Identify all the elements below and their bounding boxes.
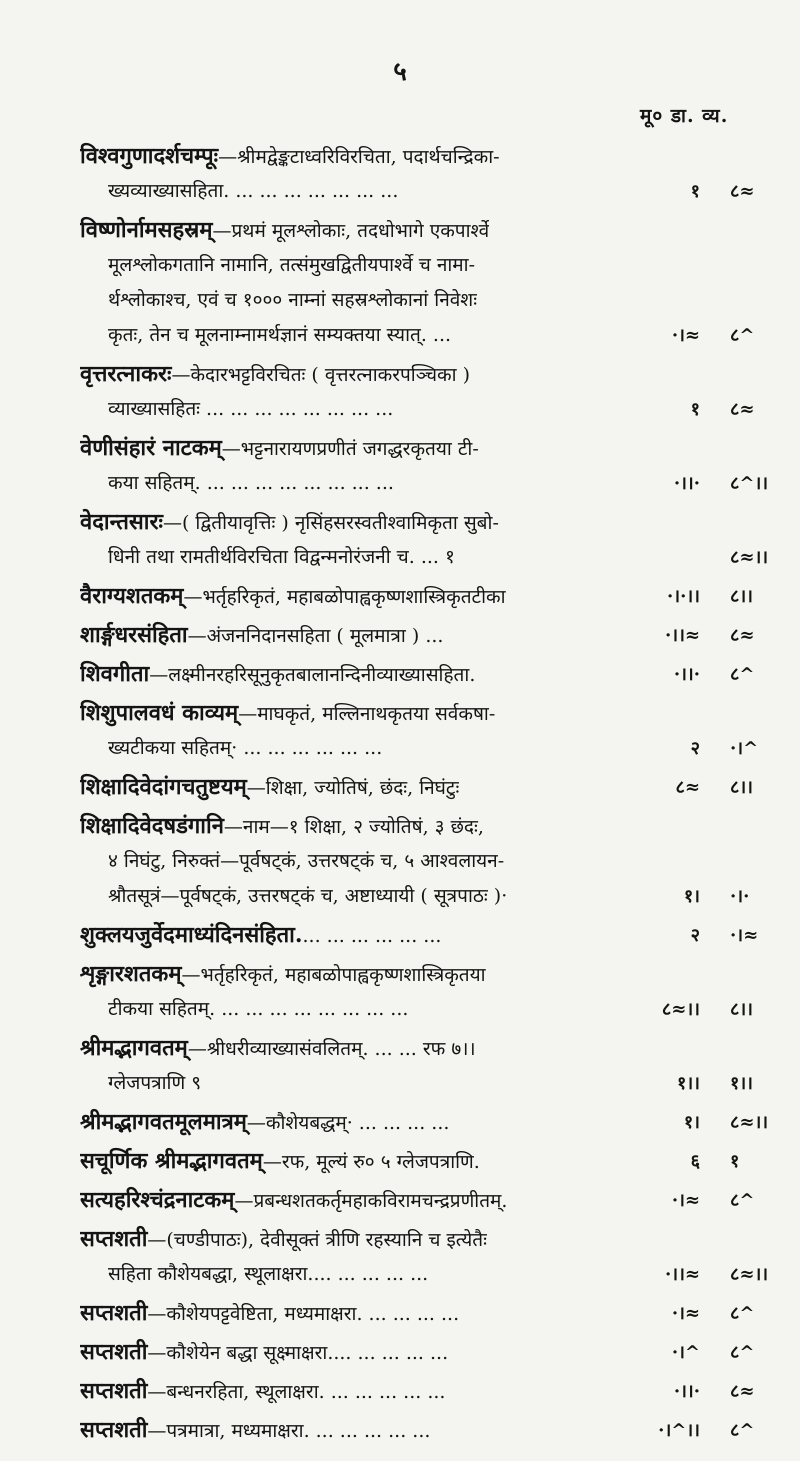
entry-line [80,175,780,208]
price-columns [640,732,780,765]
price-value: २ [690,738,700,759]
entry-description: —भर्तृहरिकृतं, महाबळोपाह्वकृष्णशास्त्रिकृतया [181,964,486,986]
entry-description: —( द्वितीयावृत्तिः ) नृसिंहसरस्वतीश्वामिकृता सुबो- [162,512,499,534]
entry-line [80,880,780,913]
entry-description: —श्रीमद्वेङ्कटाध्वरिविरचिता, पदार्थचन्द्रिका- [218,146,500,168]
price-value: १। [683,886,700,907]
postage-value: ८।। [730,777,754,798]
entry-title: वेदान्तसारः [80,509,163,535]
catalog-entry [80,1184,780,1217]
price-value: ·।^ [671,1342,700,1363]
catalog-entry [80,619,780,652]
entry-line [80,214,780,247]
price-columns [640,393,780,426]
postage-value: ८^ [730,1342,755,1363]
entry-line [80,319,780,352]
catalog-entry [80,140,780,208]
price-value: १ [690,181,700,202]
price-value: ·।≈ [671,325,700,346]
price-columns [640,1067,780,1100]
entry-description: —प्रथमं मूलश्लोकाः, तदधोभागे एकपार्श्वे [212,220,490,242]
entry-description: —अंजननिदानसहिता ( मूलमात्रा ) ... [187,625,444,647]
entry-description: व्याख्यासहितः ... ... ... ... ... ... ... ... [108,398,394,420]
price-value: ·।·।। [667,586,700,607]
entry-description: —केदारभट्टविरचितः ( वृत्तरत्नाकरपञ्चिका ) [171,364,470,386]
entry-title: सप्तशती [80,1378,148,1404]
catalog-entry [80,1375,780,1408]
entry-line [80,810,780,843]
entry-description: मूलश्लोकगतानि नामानि, तत्संमुखद्वितीयपार्श्वे च नामा- [108,254,476,276]
catalog-entry [80,358,780,426]
entry-line [80,358,780,391]
catalog-entry [80,810,780,913]
catalog-entry [80,432,780,500]
entry-description: —नाम—१ शिक्षा, २ ज्योतिषं, ३ छंदः, [223,816,484,838]
price-value: ·।^।। [658,1420,700,1441]
postage-value: ८≈ [730,625,755,646]
catalog-entry [80,919,780,952]
catalog-entry [80,1106,780,1139]
postage-value: ८^।। [730,473,769,494]
entry-description: —लक्ष्मीनरहरिसूनुकृतबालानन्दिनीव्याख्यासहिता. [149,664,476,686]
postage-value: ८^ [730,1190,755,1211]
entry-description: —कौशेयबद्धम्· ... ... ... ... [246,1112,450,1134]
price-value: ६ [690,1151,700,1172]
entry-description: —भट्टनारायणप्रणीतं जगद्धरकृतया टी- [221,438,479,460]
entry-description: —भर्तृहरिकृतं, महाबळोपाह्वकृष्णशास्त्रिकृतटीका [183,586,506,608]
entry-line [80,1258,780,1291]
price-columns [640,1184,780,1217]
entry-line [80,619,780,652]
entry-description: ४ निघंटु, निरुक्तं—पूर्वषट्कं, उत्तरषट्कं च, ५ आश्वलायन- [108,850,505,872]
entry-description: —कौशेयपट्टवेष्टिता, मध्यमाक्षरा. ... ... ... ... [147,1303,460,1325]
price-columns [640,993,780,1026]
price-value: ८≈।। [661,999,700,1020]
entry-line [80,1336,780,1369]
entry-title: शिक्षादिवेदषडंगानि [80,813,224,839]
entry-line [80,249,780,282]
postage-value: ८^ [730,1420,755,1441]
catalog-entry [80,1223,780,1291]
column-header: मू० डा. व्य. [640,105,729,127]
entry-title: विश्वगुणादर्शचम्पूः [80,143,219,169]
entry-description: —शिक्षा, ज्योतिषं, छंदः, निघंटुः [246,777,460,799]
postage-value: ८।। [730,586,754,607]
postage-value: ८^ [730,1303,755,1324]
price-value: १ [690,399,700,420]
entry-line [80,580,780,613]
entry-line [80,958,780,991]
entry-line [80,771,780,804]
price-value: ·।।≈ [665,625,700,646]
price-columns [640,1375,780,1408]
price-columns [640,175,780,208]
catalog-entry [80,214,780,352]
entry-description: धिनी तथा रामतीर्थविरचिता विद्वन्मनोरंजनी च. ... १ [108,546,455,568]
entry-description: श्रौतसूत्रं—पूर्वषट्कं, उत्तरषट्कं च, अष्टाध्यायी ( सूत्रपाठः )· [108,885,508,907]
postage-value: ८≈ [730,181,755,202]
catalog-entry [80,1414,780,1447]
catalog-entry [80,771,780,804]
entry-description: ख्यव्याख्यासहिता. ... ... ... ... ... ... ... [108,180,399,202]
entry-title: शुक्लयजुर्वेदमाध्यंदिनसंहिता. [80,922,303,948]
entry-title: सप्तशती [80,1339,148,1365]
entry-line [80,467,780,500]
price-value: ·।≈ [671,1303,700,1324]
entry-description: टीकया सहितम्. ... ... ... ... ... ... ... ... [108,998,409,1020]
catalog-entry [80,1336,780,1369]
postage-value: ८≈।। [730,547,769,568]
entry-title: शार्ङ्गधरसंहिता [80,622,188,648]
entry-description: —पत्रमात्रा, मध्यमाक्षरा. ... ... ... ... ... [147,1420,431,1442]
entry-title: शृङ्गारशतकम् [80,961,182,987]
price-value: ·।।· [673,1381,700,1402]
entry-description: —बन्धनरहिता, स्थूलाक्षरा. ... ... ... ... ... [147,1381,446,1403]
entry-description: —रफ, मूल्यं रु० ५ ग्लेजपत्राणि. [262,1151,480,1173]
entry-line [80,1145,780,1178]
price-columns [640,658,780,691]
catalog-entry [80,697,780,765]
entry-line [80,506,780,539]
entry-line [80,732,780,765]
postage-value: ८≈।। [730,1264,769,1285]
price-value: २ [690,925,700,946]
entry-description: ख्यटीकया सहितम्· ... ... ... ... ... ... [108,737,383,759]
price-value: ·।।≈ [665,1264,700,1285]
price-columns [640,919,780,952]
price-value: १।। [676,1073,700,1094]
catalog-entry [80,1145,780,1178]
entry-line [80,697,780,730]
entry-description: —(चण्डीपाठः), देवीसूक्तं त्रीणि रहस्यानि च इत्येतैः [147,1229,487,1251]
entry-description: कया सहितम्. ... ... ... ... ... ... ... ... [108,472,394,494]
entry-description: र्थश्लोकाश्च, एवं च १००० नाम्नां सहस्रश्लोकानां निवेशः [108,289,478,311]
postage-value: ८≈ [730,1381,755,1402]
price-columns [640,1297,780,1330]
entry-line [80,1106,780,1139]
price-columns [640,771,780,804]
entry-title: सप्तशती [80,1226,148,1252]
price-columns [640,880,780,913]
catalog-entry [80,1297,780,1330]
price-columns [640,1145,780,1178]
entry-line [80,1223,780,1256]
postage-value: ८।। [730,999,754,1020]
entry-title: शिशुपालवधं काव्यम् [80,700,239,726]
catalog-entry [80,580,780,613]
entry-line [80,845,780,878]
postage-value: ८^ [730,325,755,346]
entry-title: शिक्षादिवेदांगचतुष्टयम् [80,774,247,800]
entry-line [80,1375,780,1408]
entry-line [80,393,780,426]
price-columns [640,619,780,652]
price-columns [640,1336,780,1369]
price-columns [640,1414,780,1447]
postage-value: १।। [730,1073,754,1094]
entry-description: —श्रीधरीव्याख्यासंवलितम्. ... ... रफ ७।। [187,1038,476,1060]
catalog-entry [80,506,780,574]
catalog-entry [80,958,780,1026]
entry-line [80,1032,780,1065]
price-columns [640,580,780,613]
entry-line [80,140,780,173]
entry-line [80,1414,780,1447]
entry-title: वेणीसंहारं नाटकम् [80,435,222,461]
entry-line [80,1184,780,1217]
entry-line [80,658,780,691]
entry-title: श्रीमद्भागवतमूलमात्रम् [80,1109,247,1135]
catalog-entries [80,140,780,1453]
entry-description: —प्रबन्धशतकर्तृमहाकविरामचन्द्रप्रणीतम्. [234,1190,508,1212]
entry-description: ... ... ... ... ... ... [302,925,442,947]
page-number: ५ [393,57,407,87]
entry-title: श्रीमद्भागवतम् [80,1035,188,1061]
price-value: १। [683,1112,700,1133]
entry-description: ग्लेजपत्राणि ९ [108,1072,202,1094]
price-columns [640,541,780,574]
postage-value: ·।≈ [730,925,759,946]
postage-value: ·।· [730,886,750,907]
price-columns [640,1258,780,1291]
entry-description: —कौशेयेन बद्धा सूक्ष्माक्षरा.... ... ... ... ... [147,1342,449,1364]
postage-value: ८^ [730,664,755,685]
entry-title: सत्यहरिश्चंद्रनाटकम् [80,1187,235,1213]
price-value: ८≈ [675,777,700,798]
entry-line [80,993,780,1026]
entry-title: सप्तशती [80,1300,148,1326]
price-value: ·।।· [673,664,700,685]
price-columns [640,319,780,352]
price-value: ·।।· [673,473,700,494]
entry-line [80,541,780,574]
postage-value: ८≈ [730,399,755,420]
entry-title: शिवगीता [80,661,150,687]
entry-line [80,432,780,465]
postage-value: १ [730,1151,740,1172]
postage-value: ८≈।। [730,1112,769,1133]
entry-title: सचूर्णिक श्रीमद्भागवतम् [80,1148,263,1174]
entry-description: कृतः, तेन च मूलनाम्नामर्थज्ञानं सम्यक्तया स्यात्. ... [108,324,452,346]
catalog-entry [80,1032,780,1100]
entry-title: विष्णोर्नामसहस्रम् [80,217,213,243]
entry-line [80,1297,780,1330]
entry-description: —माघकृतं, मल्लिनाथकृतया सर्वकषा- [238,703,496,725]
entry-title: सप्तशती [80,1417,148,1443]
entry-line [80,1067,780,1100]
entry-description: सहिता कौशेयबद्धा, स्थूलाक्षरा.... ... ... ... ... [108,1263,429,1285]
entry-line [80,284,780,317]
entry-title: वृत्तरत्नाकरः [80,361,172,387]
price-columns [640,1106,780,1139]
postage-value: ·।^ [730,738,759,759]
price-columns [640,467,780,500]
catalog-entry [80,658,780,691]
entry-line [80,919,780,952]
entry-title: वैराग्यशतकम् [80,583,184,609]
price-value: ·।≈ [671,1190,700,1211]
